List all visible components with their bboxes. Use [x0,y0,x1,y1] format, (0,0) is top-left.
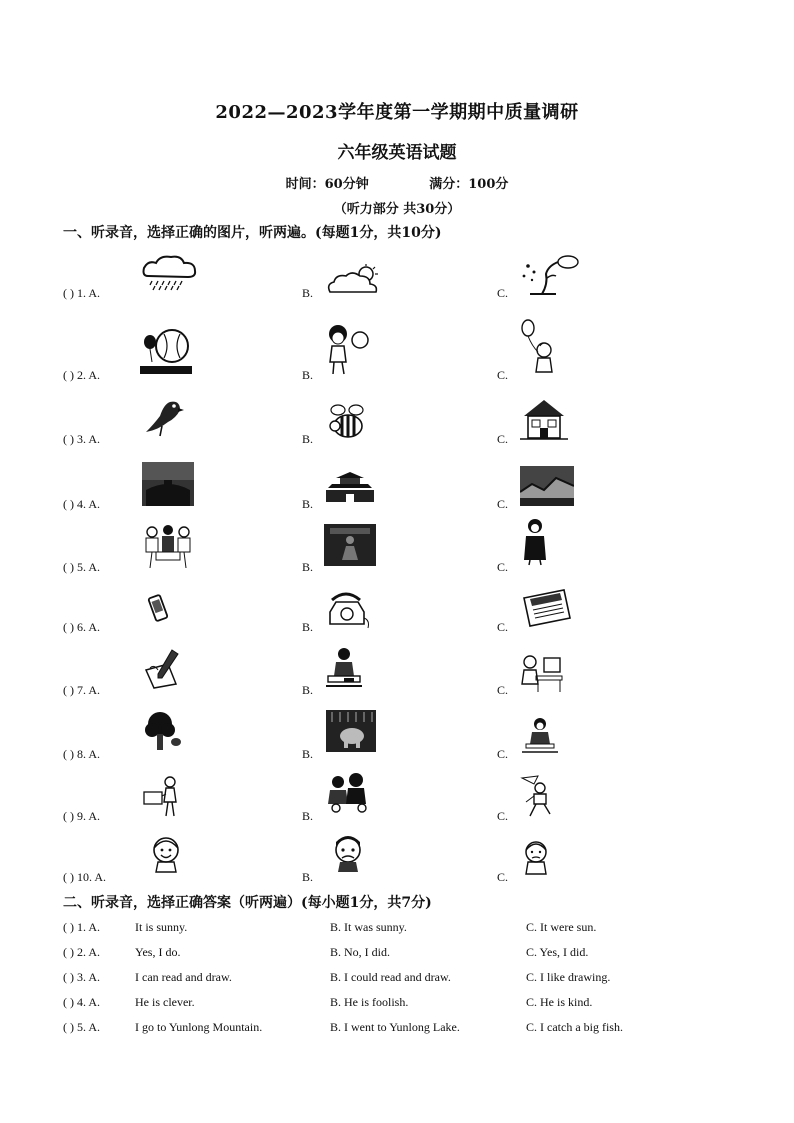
answer-row [63,920,763,938]
running-kid-icon[interactable] [518,774,556,818]
question-number: ( ) 7. A. [63,683,100,697]
exam-title: 2022—2023学年度第一学期期中质量调研 [215,102,579,123]
pen-writing-icon[interactable] [142,648,182,690]
sad-girl-icon[interactable] [520,838,552,876]
option-c-label: C. [497,870,509,884]
question-number: ( ) 8. A. [63,747,100,761]
kid-icon[interactable] [522,716,558,754]
question-number: ( ) 4. A. [63,995,100,1009]
stage-scene-icon[interactable] [324,524,376,566]
option-b-label: B. [302,683,314,697]
option-c[interactable]: C. It were sun. [526,920,597,934]
section2-heading: 二、听录音，选择正确答案（听两遍）(每小题1分，共7分) [63,895,432,911]
sun-cloud-icon[interactable] [326,264,384,296]
option-c-label: C. [497,683,509,697]
girl-balloon-icon[interactable] [518,318,562,378]
question-number: ( ) 2. A. [63,368,100,382]
option-a[interactable]: He is clever. [135,995,195,1009]
family-icon[interactable] [326,772,374,814]
option-b-label: B. [302,870,314,884]
option-b[interactable]: B. He is foolish. [330,995,409,1009]
exam-subtitle: 六年级英语试题 [337,143,457,163]
bee-icon[interactable] [326,402,368,442]
newspaper-icon[interactable] [520,588,572,628]
option-a[interactable]: It is sunny. [135,920,188,934]
house-icon[interactable] [520,396,568,442]
question-number: ( ) 10. A. [63,870,106,884]
option-c[interactable]: C. He is kind. [526,995,593,1009]
sign-man-icon[interactable] [142,774,184,818]
option-c-label: C. [497,432,509,446]
question-number: ( ) 5. A. [63,1020,100,1034]
question-number: ( ) 1. A. [63,920,100,934]
option-b-label: B. [302,560,314,574]
question-number: ( ) 4. A. [63,497,100,511]
computer-user-icon[interactable] [518,652,564,694]
answer-row [63,970,763,988]
option-c-label: C. [497,747,509,761]
option-b-label: B. [302,497,314,511]
answer-row [63,995,763,1013]
answer-row [63,945,763,963]
option-b-label: B. [302,368,314,382]
question-number: ( ) 2. A. [63,945,100,959]
listening-part-label: （听力部分 共30分） [333,202,461,217]
option-b-label: B. [302,286,314,300]
crowd-icon[interactable] [142,522,194,570]
option-c[interactable]: C. I like drawing. [526,970,611,984]
question-number: ( ) 9. A. [63,809,100,823]
option-c-label: C. [497,497,509,511]
option-b[interactable]: B. No, I did. [330,945,390,959]
exam-meta [0,173,794,192]
option-b[interactable]: B. I could read and draw. [330,970,451,984]
elephant-scene-icon[interactable] [326,710,376,752]
balloons-icon[interactable] [140,326,192,376]
palace-icon[interactable] [324,470,376,504]
mobile-phone-icon[interactable] [146,594,170,624]
exam-time: 时间：60分钟 [285,177,369,192]
option-b-label: B. [302,620,314,634]
option-b[interactable]: B. I went to Yunlong Lake. [330,1020,460,1034]
option-c-label: C. [497,560,509,574]
parrot-icon[interactable] [140,396,188,440]
dark-building-icon[interactable] [142,462,194,506]
happy-girl-icon[interactable] [148,834,184,874]
crying-boy-icon[interactable] [326,834,370,874]
option-c-label: C. [497,286,509,300]
tree-icon[interactable] [142,710,184,754]
option-c-label: C. [497,368,509,382]
question-number: ( ) 1. A. [63,286,100,300]
option-a[interactable]: I go to Yunlong Mountain. [135,1020,263,1034]
option-b[interactable]: B. It was sunny. [330,920,407,934]
question-number: ( ) 3. A. [63,432,100,446]
option-c-label: C. [497,809,509,823]
rain-cloud-icon[interactable] [140,254,200,292]
option-b-label: B. [302,809,314,823]
windy-tree-icon[interactable] [520,252,582,296]
option-b-label: B. [302,747,314,761]
option-b-label: B. [302,432,314,446]
option-c-label: C. [497,620,509,634]
question-number: ( ) 3. A. [63,970,100,984]
section1-heading: 一、听录音，选择正确的图片，听两遍。(每题1分，共10分) [63,225,442,241]
woman-icon[interactable] [520,518,550,566]
option-c[interactable]: C. Yes, I did. [526,945,589,959]
option-c[interactable]: C. I catch a big fish. [526,1020,623,1034]
great-wall-icon[interactable] [520,466,574,506]
question-number: ( ) 5. A. [63,560,100,574]
exam-score: 满分：100分 [429,177,509,192]
answer-row [63,1020,763,1038]
girl-bubble-icon[interactable] [324,322,372,376]
question-number: ( ) 6. A. [63,620,100,634]
option-a[interactable]: I can read and draw. [135,970,232,984]
telephone-icon[interactable] [324,588,370,632]
option-a[interactable]: Yes, I do. [135,945,181,959]
person-desk-icon[interactable] [324,646,364,692]
